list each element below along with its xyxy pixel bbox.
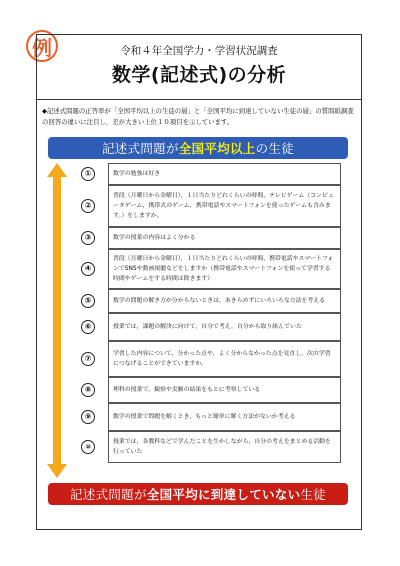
- item-number: ⑨: [81, 410, 95, 424]
- item-number: ②: [81, 199, 95, 213]
- item-text: 数学の授業で問題を解くとき，もっと簡単に解く方法がないか考える: [113, 414, 296, 420]
- item-number: ③: [81, 231, 95, 245]
- bottom-banner: [48, 483, 348, 505]
- item-text: 授業では，課題の解決に向けて，自分で考え，自分から取り組んでいた: [113, 324, 302, 330]
- list-item: [84, 403, 341, 431]
- top-banner-highlight: 全国平均以上: [178, 141, 256, 156]
- top-banner-pre: 記述式問題が: [101, 141, 179, 156]
- bottom-banner-highlight: 全国平均に到達していない: [146, 487, 301, 502]
- item-text: 数学の勉強は好き: [113, 171, 161, 177]
- item-text: 授業では，各教科などで学んだことを生かしながら，自分の考えをまとめる活動を行っていた: [113, 439, 331, 455]
- item-number: ⑧: [81, 383, 95, 397]
- top-banner: [48, 137, 348, 159]
- list-item: [84, 227, 341, 249]
- list-item: [84, 289, 341, 313]
- item-number: ⑥: [81, 320, 95, 334]
- item-text: 学習した内容について，分かった点や，よく分からなかった点を見直し，次の学習につなげることができていますか。: [113, 351, 331, 367]
- item-list: [84, 163, 341, 463]
- list-item: [84, 185, 341, 227]
- list-item: [85, 431, 341, 463]
- item-number: ⑤: [81, 294, 95, 308]
- item-number: ④: [81, 262, 95, 276]
- list-item: [84, 313, 341, 341]
- example-badge: 例: [26, 30, 58, 62]
- survey-subtitle: 令和４年全国学力・学習状況調査: [120, 45, 278, 57]
- list-item: [84, 341, 341, 377]
- item-number: ①: [81, 167, 95, 181]
- title-block: [36, 34, 362, 100]
- page-title: 数学(記述式)の分析: [111, 64, 287, 86]
- intro-text: ◆記述式問題の正答率が「全国平均以上の生徒の層」と「全国平均に到達していない生徒の層」の質問紙調査の回答の違いに注目し，差が大きい上位１０項目を示しています。: [42, 107, 354, 126]
- item-text: 数学の授業の内容はよく分かる: [113, 235, 196, 241]
- list-item: [84, 377, 341, 403]
- top-banner-post: の生徒: [255, 141, 295, 156]
- item-text: 理科の授業で，観察や実験の結果をもとに考察している: [113, 387, 261, 393]
- item-number: ⑩: [81, 440, 95, 454]
- bottom-banner-pre: 記述式問題が: [69, 487, 147, 502]
- list-item: [84, 163, 341, 185]
- double-arrow-icon: [47, 163, 67, 478]
- item-text: 普段（月曜日から金曜日），１日当たりどれくらいの時間，テレビゲーム（コンピュータゲーム，携帯式のゲーム，携帯電話やスマートフォンを使ったゲームも含みます。）をしますか。: [113, 193, 334, 219]
- item-text: 数学の問題の解き方が分からないときは，あきらめずにいろいろな方法を考える: [113, 298, 326, 304]
- list-item: [84, 249, 341, 289]
- item-text: 普段（月曜日から金曜日），１日当たりどれくらいの時間，携帯電話やスマートフォンでSNSや動画視聴などをしますか（携帯電話やスマートフォンを使って学習する時間やゲームをする時間は除きます）: [113, 256, 334, 282]
- item-number: ⑦: [81, 352, 95, 366]
- bottom-banner-post: 生徒: [300, 487, 327, 502]
